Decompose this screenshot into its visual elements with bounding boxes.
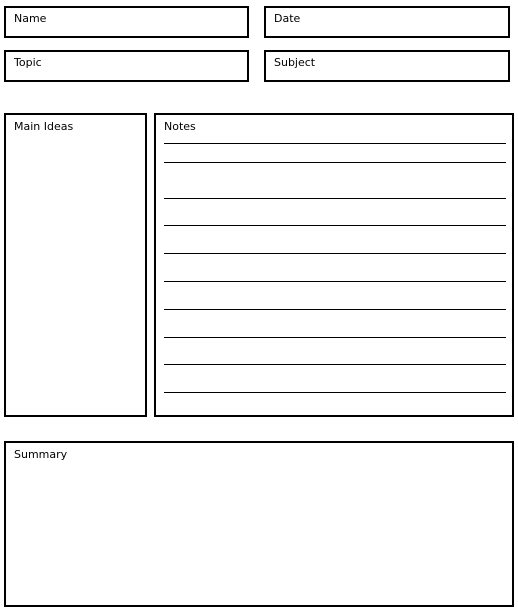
notes-rule-line [164,198,506,199]
notes-rule-line [164,281,506,282]
notes-label: Notes [164,120,196,133]
notes-rule-line [164,143,506,144]
main-ideas-label: Main Ideas [14,120,74,133]
notes-rule-line [164,225,506,226]
name-field[interactable] [4,6,249,38]
topic-field[interactable] [4,50,249,82]
date-label: Date [274,12,301,25]
date-field[interactable] [264,6,510,38]
notes-rule-line [164,337,506,338]
subject-label: Subject [274,56,316,69]
topic-label: Topic [14,56,42,69]
notes-rule-line [164,392,506,393]
notes-rule-line [164,162,506,163]
main-ideas-area[interactable] [4,113,147,417]
notes-rule-line [164,309,506,310]
summary-area[interactable] [4,441,514,607]
notes-area[interactable] [154,113,514,417]
notes-rule-line [164,253,506,254]
summary-label: Summary [14,448,68,461]
notes-rule-line [164,364,506,365]
subject-field[interactable] [264,50,510,82]
name-label: Name [14,12,47,25]
